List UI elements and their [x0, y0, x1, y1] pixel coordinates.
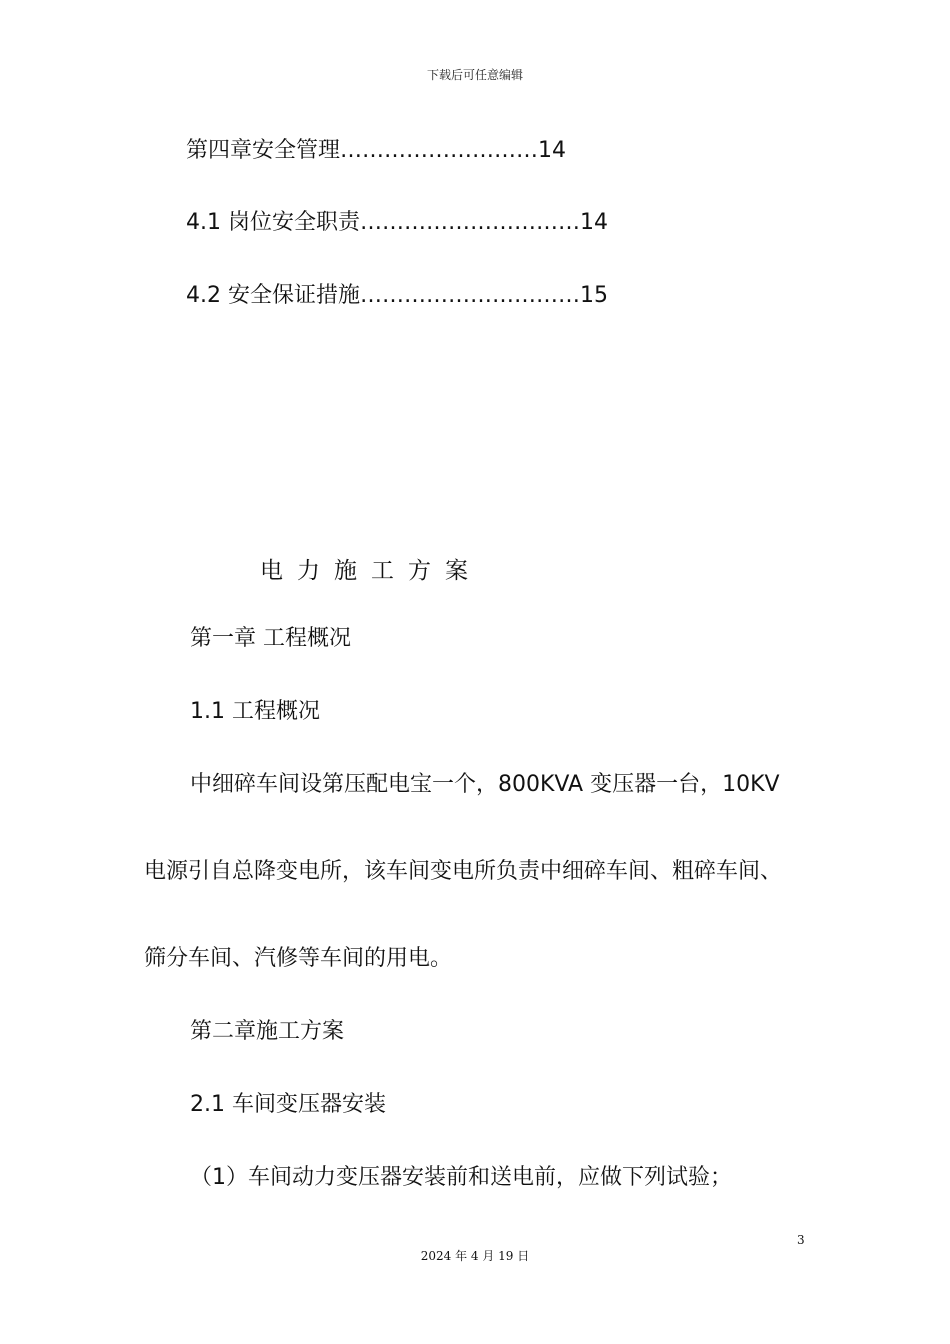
toc-entry-page: 14: [538, 138, 567, 163]
page-header: 下载后可任意编辑: [426, 68, 523, 82]
toc-entry-page: 15: [579, 283, 608, 308]
toc-entry-leader: …………………………: [359, 210, 580, 235]
toc-entry-title: 4.2 安全保证措施: [186, 283, 360, 308]
toc-entry-page: 14: [579, 210, 608, 235]
toc-entry-leader: …………………………: [359, 283, 580, 308]
toc-entry-title: 4.1 岗位安全职责: [186, 210, 360, 235]
toc-entry-title: 第四章安全管理: [186, 138, 341, 163]
paragraph-line: 中细碎车间设第压配电宝一个，800KVA 变压器一台，10KV: [190, 772, 780, 797]
toc-entry[interactable]: [186, 208, 608, 238]
section-heading: 2.1 车间变压器安装: [190, 1092, 386, 1117]
chapter-heading: 第二章施工方案: [190, 1019, 345, 1044]
toc-entry[interactable]: [186, 136, 566, 166]
section-heading: 1.1 工程概况: [190, 699, 320, 724]
page-number: 3: [797, 1233, 805, 1247]
document-title: 电力施工方案: [260, 558, 482, 584]
paragraph-line: 筛分车间、汽修等车间的用电。: [144, 946, 453, 971]
footer-date: 2024 年 4 月 19 日: [420, 1249, 530, 1263]
toc-entry[interactable]: [186, 281, 608, 311]
list-item: （1）车间动力变压器安装前和送电前，应做下列试验；: [190, 1165, 732, 1190]
toc-entry-leader: ………………………: [340, 138, 539, 163]
chapter-heading: 第一章 工程概况: [190, 626, 351, 651]
paragraph-line: 电源引自总降变电所，该车间变电所负责中细碎车间、粗碎车间、: [144, 859, 783, 884]
